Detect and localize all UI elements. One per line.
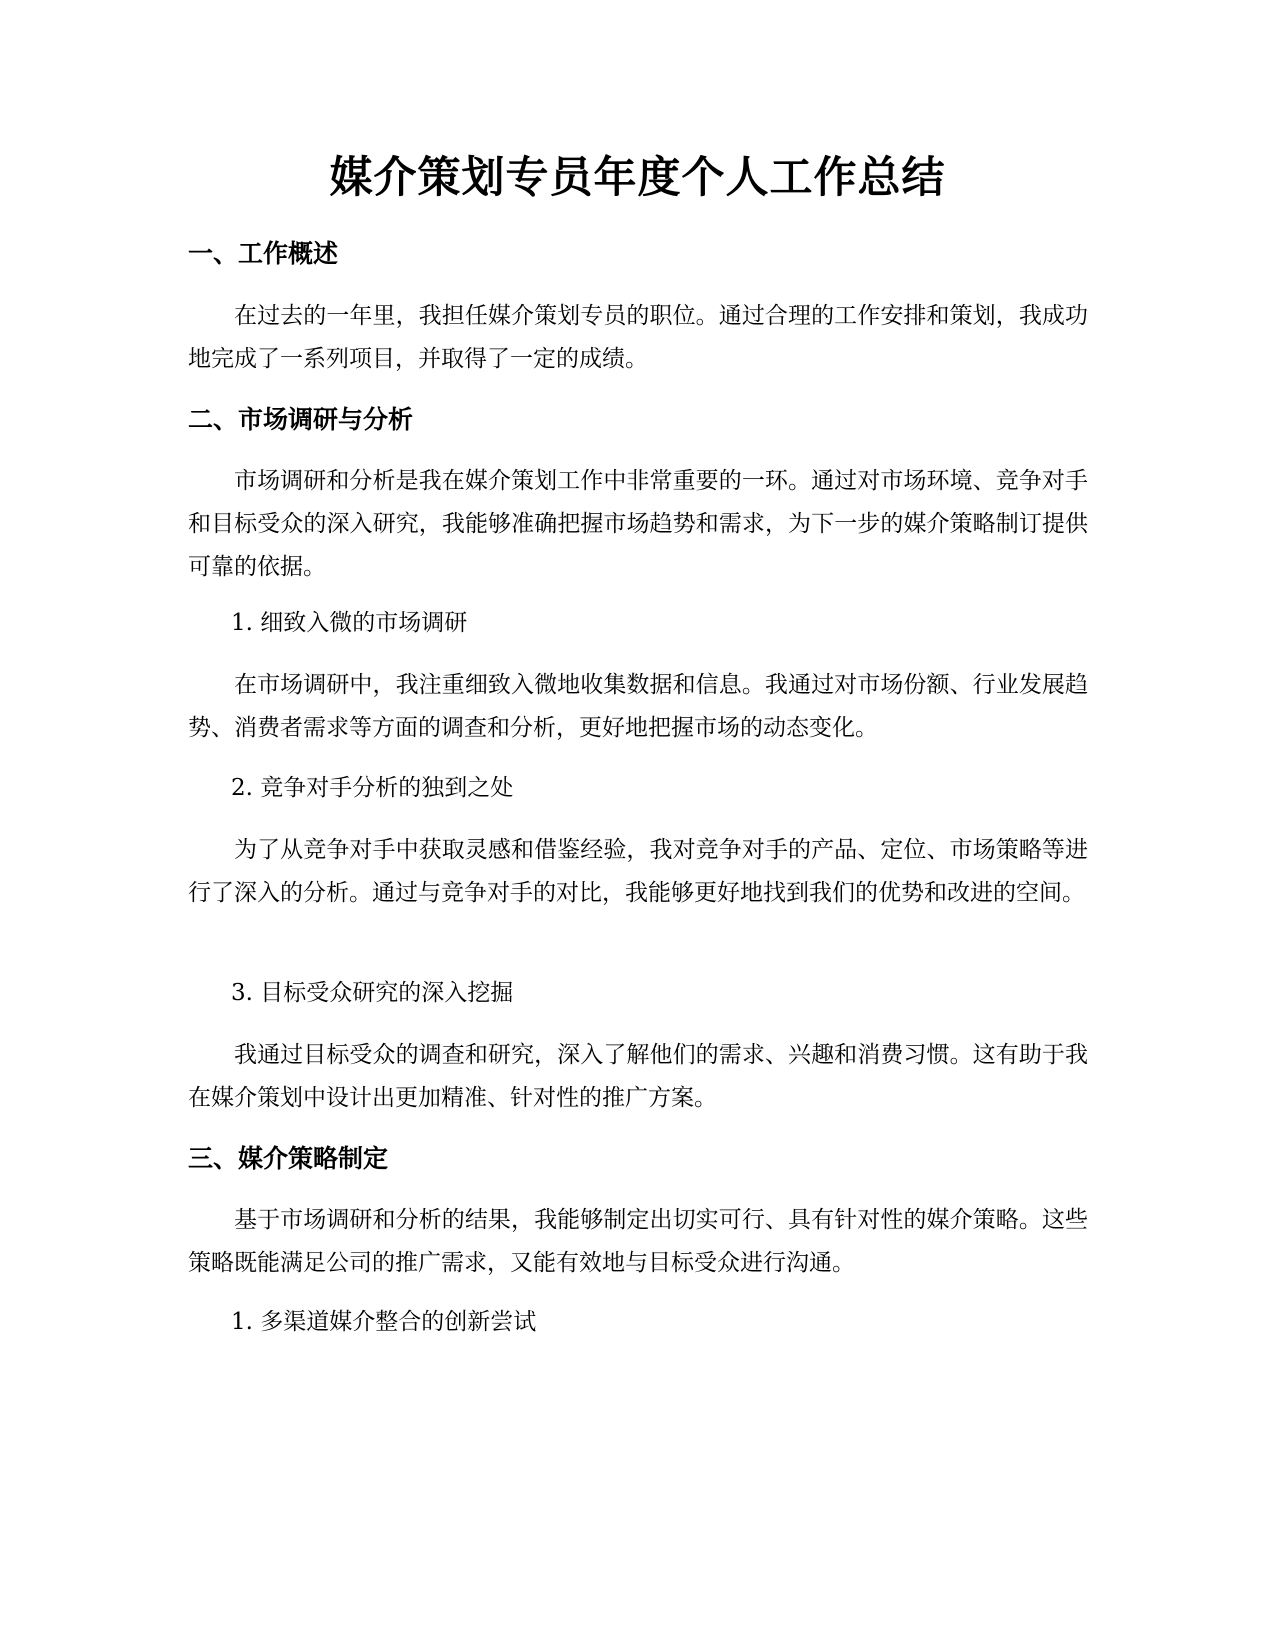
list-item-label: 2. 竞争对手分析的独到之处	[231, 775, 514, 801]
list-item-label: 1. 多渠道媒介整合的创新尝试	[231, 1309, 537, 1335]
section-heading-market-research: 二、市场调研与分析	[188, 405, 414, 434]
list-item-paragraph: 我通过目标受众的调查和研究，深入了解他们的需求、兴趣和消费习惯。这有助于我在媒介策划中设计出更加精准、针对性的推广方案。	[188, 1042, 1088, 1111]
section-heading-media-strategy: 三、媒介策略制定	[188, 1144, 389, 1173]
media-strategy-intro: 基于市场调研和分析的结果，我能够制定出切实可行、具有针对性的媒介策略。这些策略既能满足公司的推广需求，又能有效地与目标受众进行沟通。	[188, 1207, 1088, 1276]
overview-paragraph: 在过去的一年里，我担任媒介策划专员的职位。通过合理的工作安排和策划，我成功地完成了一系列项目，并取得了一定的成绩。	[188, 303, 1088, 372]
list-item-paragraph: 在市场调研中，我注重细致入微地收集数据和信息。我通过对市场份额、行业发展趋势、消费者需求等方面的调查和分析，更好地把握市场的动态变化。	[188, 672, 1088, 741]
list-item-paragraph: 为了从竞争对手中获取灵感和借鉴经验，我对竞争对手的产品、定位、市场策略等进行了深入的分析。通过与竞争对手的对比，我能够更好地找到我们的优势和改进的空间。	[188, 837, 1088, 906]
list-item-label: 1. 细致入微的市场调研	[231, 610, 468, 636]
section-heading-overview: 一、工作概述	[188, 239, 339, 268]
document-title: 媒介策划专员年度个人工作总结	[329, 153, 946, 203]
market-research-intro: 市场调研和分析是我在媒介策划工作中非常重要的一环。通过对市场环境、竞争对手和目标受众的深入研究，我能够准确把握市场趋势和需求，为下一步的媒介策略制订提供可靠的依据。	[188, 468, 1088, 580]
list-item-label: 3. 目标受众研究的深入挖掘	[231, 980, 514, 1006]
